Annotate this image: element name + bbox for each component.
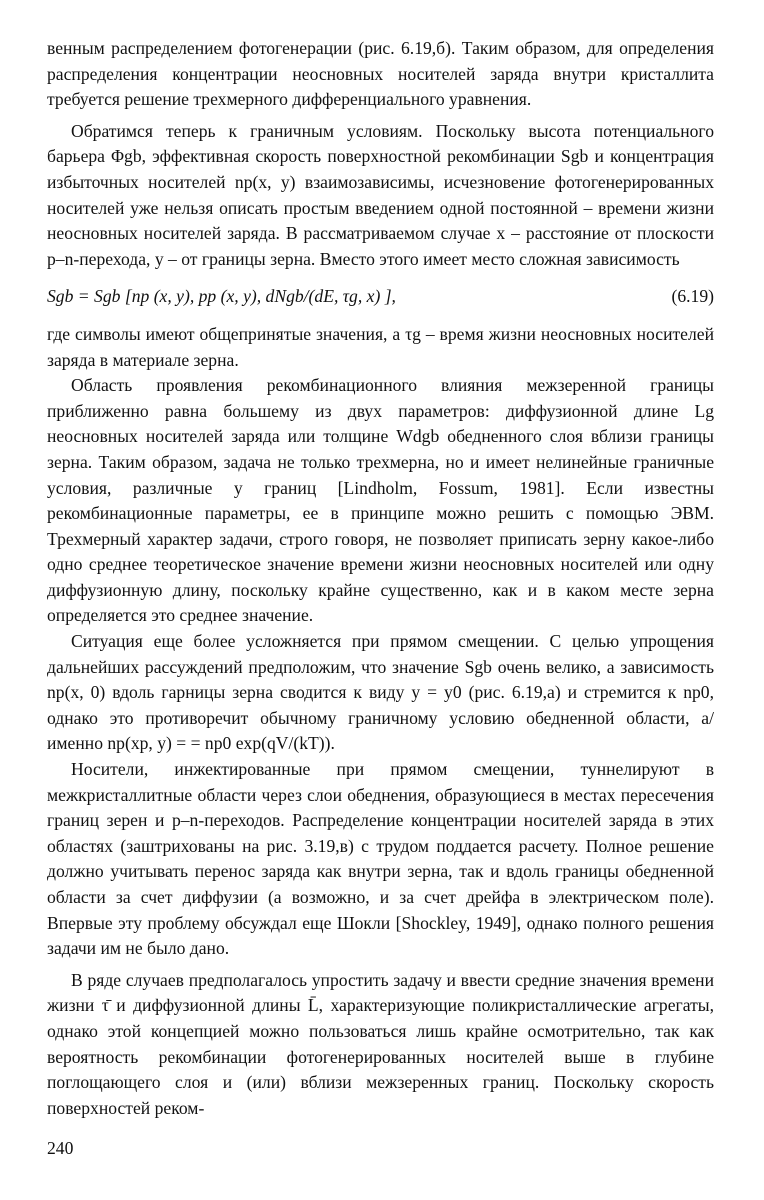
equation-number: (6.19) xyxy=(671,286,714,307)
page-number: 240 xyxy=(47,1138,74,1158)
paragraph-6: Носители, инжектированные при прямом смещении, туннелируют в межкристаллитные области через слои обеднения, образующиеся в местах пересечения границ зерен и p–n-переходов. Распределение концентрации носителей заряда в этих областях (заштрихованы на рис. 3.19,в) с трудом поддается расчету. Полное решение должно учитывать перенос заряда как внутри зерна, так и вдоль границы обедненной области за счет диффузии (а возможно, и за счет дрейфа в электрическом поле). Впервые эту проблему обсуждал еще Шокли [Shockley, 1949], однако полного решения задачи им не было дано. xyxy=(47,759,714,959)
paragraph-1: венным распределением фотогенерации (рис. 6.19,б). Таким образом, для определения распределения концентрации неосновных носителей заряда внутри кристаллита требуется решение трехмерного дифференциального уравнения. xyxy=(47,38,714,110)
paragraph-5: Ситуация еще более усложняется при прямом смещении. С целью упрощения дальнейших рассуждений предположим, что значение Sgb очень велико, а зависимость np(x, 0) вдоль гарницы зерна сводится к виду y = y0 (рис. 6.19,а) и стремится к np0, однако это противоречит обычному граничному условию обедненной области, а/ именно np(xp, y) = = np0 exp(qV/(kT)). xyxy=(47,631,714,754)
equation-formula: Sgb = Sgb [np (x, y), pp (x, y), dNgb/(dE, τg, x) ], xyxy=(47,286,396,307)
text-body xyxy=(47,36,714,1121)
paragraph-7: В ряде случаев предполагалось упростить задачу и ввести средние значения времени жизни τ̄ и диффузионной длины L̄, характеризующие поликристаллические агрегаты, однако этой концепцией можно пользоваться лишь крайне осмотрительно, так как вероятность рекомбинации фотогенерированных носителей выше в глубине поглощающего слоя и (или) вблизи межзеренных границ. Поскольку скорость поверхностей реком- xyxy=(47,969,714,1118)
equation-6-19 xyxy=(47,284,714,310)
paragraph-2: Обратимся теперь к граничным условиям. Поскольку высота потенциального барьера Φgb, эффективная скорость поверхностной рекомбинации Sgb и концентрация избыточных носителей np(x, y) взаимозависимы, исчезновение фотогенерированных носителей уже нельзя описать простым введением одной постоянной – времени жизни неосновных носителей заряда. В рассматриваемом случае x – расстояние от плоскости p–n-перехода, y – от границы зерна. Вместо этого имеет место сложная зависимость xyxy=(47,120,714,269)
paragraph-3: где символы имеют общепринятые значения, а τg – время жизни неосновных носителей заряда в материале зерна. xyxy=(47,323,714,370)
paragraph-4: Область проявления рекомбинационного влияния межзеренной границы приближенно равна большему из двух параметров: диффузионной длине Lg неосновных носителей заряда или толщине Wdgb обедненного слоя вблизи границы зерна. Таким образом, задача не только трехмерна, но и имеет нелинейные граничные условия, различные у границ [Lindholm, Fossum, 1981]. Если известны рекомбинационные параметры, ее в принципе можно решить с помощью ЭВМ. Трехмерный характер задачи, строго говоря, не позволяет приписать зерну какое-либо одно среднее теоретическое значение времени жизни неосновных носителей или одну диффузионную длину, поскольку крайне существенно, как и в каком месте зерна определяется это среднее значение. xyxy=(47,375,714,626)
